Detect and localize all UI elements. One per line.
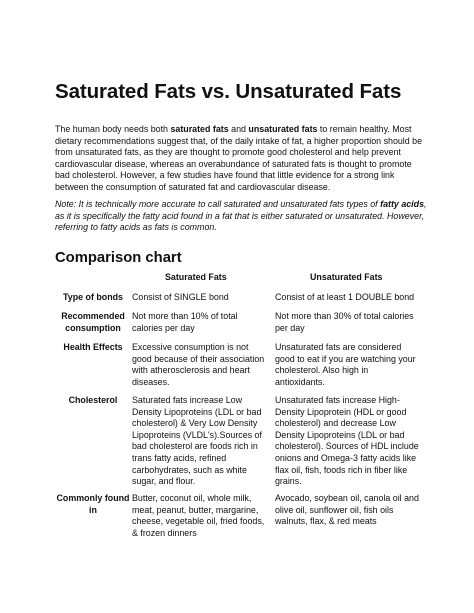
intro-text-3: to remain healthy. Most dietary recommendations suggest that, of the daily intake of fat, a higher proportion should be from unsaturated fats, as they are thought to promote good cholesterol and help prevent cardiovascular disease, whereas an overabundance of saturated fats is thought to promote bad cholesterol. However, a few studies have found that little evidence for a strong link between the consumption of saturated fat and cardiovascular disease.: [55, 124, 423, 192]
column-header-unsaturated: Unsaturated Fats: [310, 272, 383, 282]
cell-unsaturated-cholesterol: Unsaturated fats increase High-Density Lipoprotein (HDL or good cholesterol) and decrease Low Density Lipoproteins (LDL or bad cholesterol). Sources of HDL include onions and Omega-3 fatty acids like flax oil, fish, foods rich in fiber like grains.: [275, 395, 419, 487]
note-bold-fatty-acids: fatty acids: [380, 199, 425, 209]
intro-bold-saturated: saturated fats: [170, 124, 229, 134]
cell-unsaturated-type-of-bonds: Consist of at least 1 DOUBLE bond: [275, 292, 415, 302]
intro-paragraph: [55, 124, 427, 194]
cell-unsaturated-recommended-consumption: Not more than 30% of total calories per day: [275, 311, 414, 333]
cell-saturated-health-effects: Excessive consumption is not good because of their association with atherosclerosis and heart diseases.: [132, 342, 265, 387]
cell-saturated-recommended-consumption: Not more than 10% of total calories per day: [132, 311, 238, 333]
row-label-commonly-found-in: Commonly found in: [56, 493, 130, 515]
cell-unsaturated-health-effects: Unsaturated fats are considered good to eat if you are watching your cholesterol. Also high in antioxidants.: [275, 342, 416, 387]
column-header-saturated: Saturated Fats: [165, 272, 227, 282]
intro-bold-unsaturated: unsaturated fats: [248, 124, 318, 134]
note-text-1: Note: It is technically more accurate to call saturated and unsaturated fats types of: [55, 199, 381, 209]
cell-saturated-commonly-found-in: Butter, coconut oil, whole milk, meat, peanut, butter, margarine, cheese, vegetable oil, fried foods, & frozen dinners: [132, 493, 265, 538]
note-text-2: , as it is specifically the fatty acid found in a fat that is either saturated or unsaturated. However, referring to fatty acids as fats is common.: [55, 199, 427, 233]
intro-text-2: and: [228, 124, 249, 134]
comparison-chart-heading: Comparison chart: [55, 250, 182, 266]
cell-saturated-type-of-bonds: Consist of SINGLE bond: [132, 292, 229, 302]
cell-unsaturated-commonly-found-in: Avocado, soybean oil, canola oil and olive oil, sunflower oil, fish oils walnuts, flax, & red meats: [275, 493, 419, 527]
page-title: Saturated Fats vs. Unsaturated Fats: [55, 80, 402, 103]
row-label-health-effects: Health Effects: [63, 342, 123, 352]
note-paragraph: [55, 199, 427, 234]
row-label-cholesterol: Cholesterol: [68, 395, 118, 405]
cell-saturated-cholesterol: Saturated fats increase Low Density Lipoproteins (LDL or bad cholesterol) & Very Low Density Lipoproteins (VLDL's).Sources of bad cholesterol are foods rich in trans fatty acids, refined carbohydrates, such as white sugar, and flour.: [132, 395, 262, 487]
intro-text-1: The human body needs both: [55, 124, 171, 134]
row-label-type-of-bonds: Type of bonds: [63, 292, 123, 302]
row-label-recommended-consumption: Recommended consumption: [61, 311, 125, 333]
